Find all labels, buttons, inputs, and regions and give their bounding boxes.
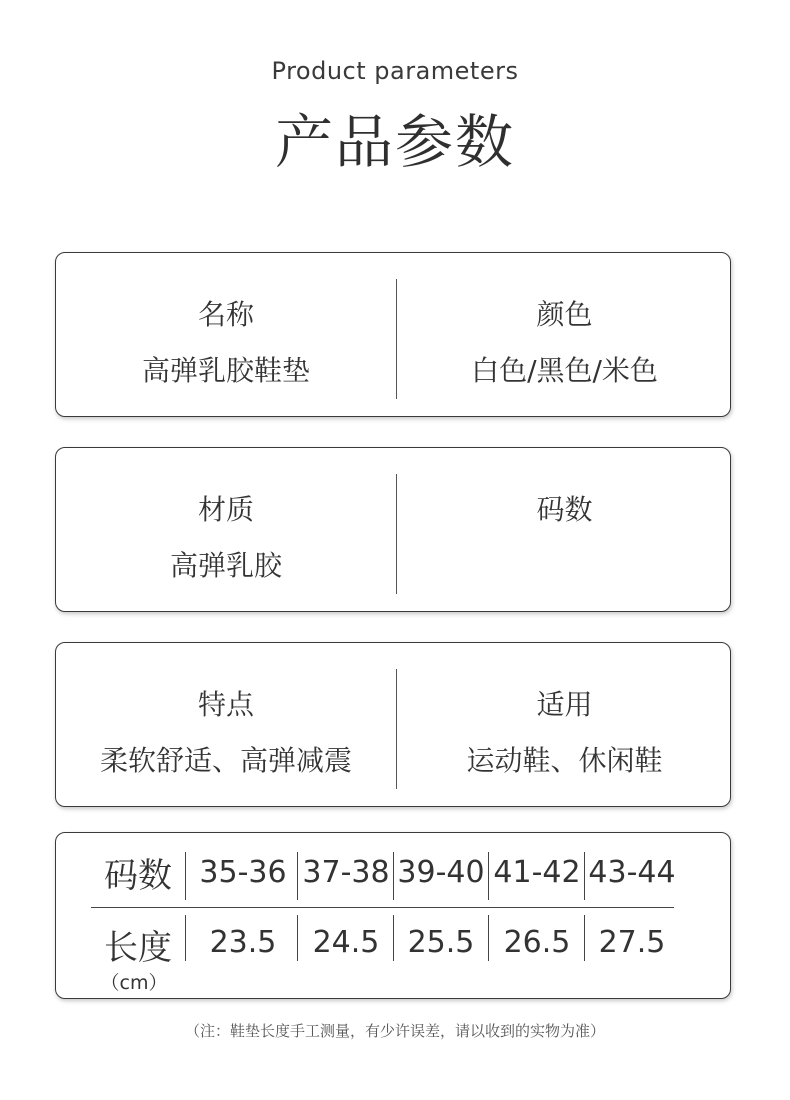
length-cell: 24.5	[312, 925, 380, 960]
length-cell: 27.5	[598, 925, 666, 960]
length-cell: 23.5	[209, 925, 277, 960]
param-value: 白色/黑色/米色	[471, 354, 658, 387]
param-cell-material	[56, 448, 396, 611]
param-label: 特点	[197, 688, 254, 721]
size-cell: 39-40	[397, 855, 485, 890]
table-col-divider	[185, 915, 186, 961]
param-value: 高弹乳胶	[169, 549, 282, 582]
table-col-divider	[185, 852, 186, 900]
measurement-note: （注：鞋垫长度手工测量，有少许误差，请以收到的实物为准）	[184, 1022, 605, 1040]
param-value: 运动鞋、休闲鞋	[466, 744, 663, 777]
param-card-name-color	[55, 252, 731, 417]
param-value: 高弹乳胶鞋垫	[141, 354, 310, 387]
param-cell-usage	[397, 643, 732, 806]
length-row-label: 长度	[104, 928, 172, 968]
size-row-label: 码数	[104, 856, 172, 896]
size-cell: 43-44	[588, 855, 676, 890]
param-label: 适用	[536, 688, 593, 721]
param-value: 柔软舒适、高弹减震	[99, 744, 352, 777]
page-title: 产品参数	[274, 108, 515, 176]
param-cell-name	[56, 253, 396, 416]
param-label: 码数	[536, 493, 593, 526]
param-cell-color	[397, 253, 732, 416]
param-label: 名称	[197, 298, 254, 331]
param-label: 颜色	[536, 298, 593, 331]
length-cell: 26.5	[503, 925, 571, 960]
length-unit: （cm）	[100, 972, 168, 994]
size-cell: 41-42	[493, 855, 581, 890]
param-cell-feature	[56, 643, 396, 806]
param-card-feature-usage	[55, 642, 731, 807]
size-cell: 35-36	[199, 855, 287, 890]
size-cell: 37-38	[302, 855, 390, 890]
length-cell: 25.5	[407, 925, 475, 960]
table-row-divider	[91, 907, 674, 908]
subtitle-en: Product parameters	[271, 57, 519, 85]
param-label: 材质	[197, 493, 254, 526]
param-card-material-size	[55, 447, 731, 612]
param-cell-size	[397, 448, 732, 611]
